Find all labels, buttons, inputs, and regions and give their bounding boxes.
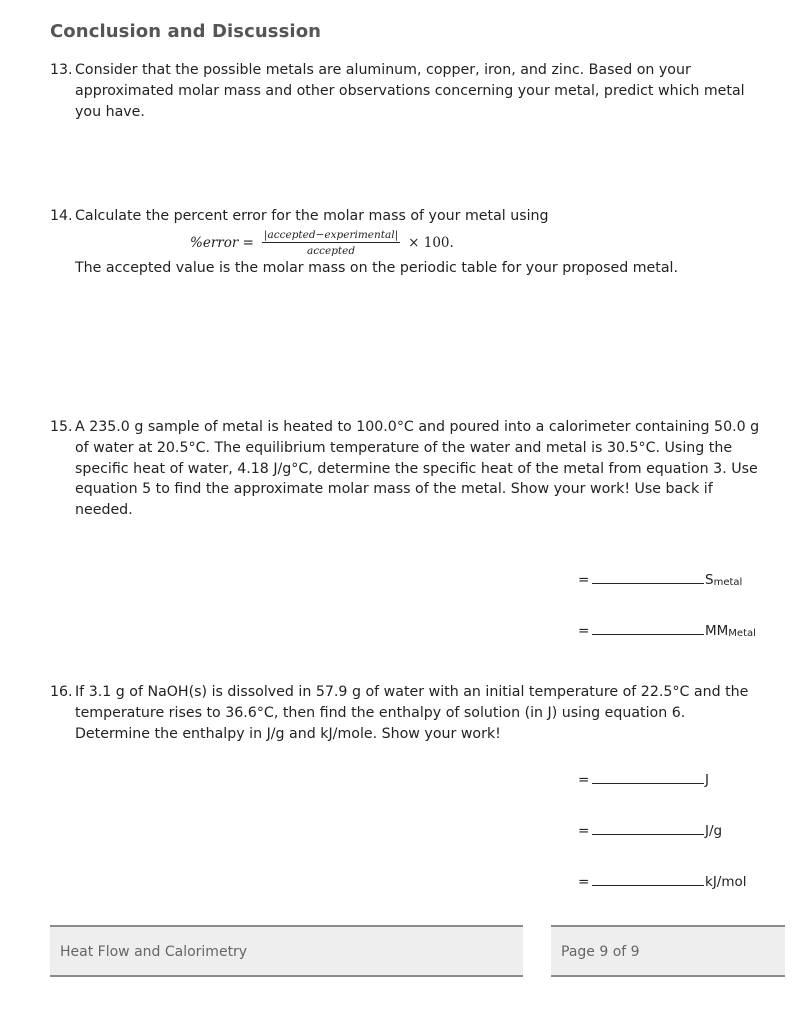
question-15 [50, 417, 762, 521]
footer-document-title: Heat Flow and Calorimetry [60, 944, 248, 960]
question-number: 16. [50, 684, 73, 700]
equals-sign: = [578, 623, 590, 639]
answer-line-joules-per-gram[interactable] [578, 820, 722, 839]
footer-left [50, 925, 523, 977]
formula-numerator: |accepted−experimental| [263, 229, 399, 241]
question-text: If 3.1 g of NaOH(s) is dissolved in 57.9 g of water with an initial temperature of 22.5°C and the temperature rises to 36.6°C, then find the enthalpy of solution (in J) using equation 6. Determine the enthalpy in J/g and kJ/mole. Show your work! [75, 684, 749, 742]
equals-sign: = [578, 772, 590, 788]
answer-unit: kJ/mol [705, 874, 747, 890]
equals-sign: = [578, 572, 590, 588]
answer-line-specific-heat[interactable] [578, 569, 742, 588]
answer-unit: MM [705, 623, 729, 639]
answer-unit: J [705, 772, 709, 788]
question-13 [50, 60, 762, 122]
answer-unit: J/g [705, 823, 723, 839]
percent-error-formula [190, 227, 454, 259]
question-text: The accepted value is the molar mass on the periodic table for your proposed metal. [75, 260, 678, 276]
formula-lhs: %error = [190, 235, 254, 251]
question-14 [50, 206, 762, 227]
answer-unit-subscript: Metal [728, 628, 756, 639]
equals-sign: = [578, 874, 590, 890]
footer-right [551, 925, 785, 977]
question-number: 15. [50, 419, 73, 435]
footer-page-number: Page 9 of 9 [561, 944, 640, 960]
question-text: A 235.0 g sample of metal is heated to 100.0°C and poured into a calorimeter containing 50.0 g of water at 20.5°C. The equilibrium temperature of the water and metal is 30.5°C. Using the specific heat of water, 4.18 J/g°C, determine the specific heat of the metal from equation 3. Use equation 5 to find the approximate molar mass of the metal. Show your work! Use back if needed. [75, 419, 760, 519]
question-16 [50, 682, 762, 744]
answer-line-joules[interactable] [578, 769, 709, 788]
section-title: Conclusion and Discussion [50, 21, 322, 42]
answer-line-kj-per-mol[interactable] [578, 871, 747, 890]
formula-fraction [262, 229, 400, 257]
equals-sign: = [578, 823, 590, 839]
question-text: Calculate the percent error for the molar mass of your metal using [75, 208, 549, 224]
question-14-note [50, 258, 762, 279]
question-text: Consider that the possible metals are aluminum, copper, iron, and zinc. Based on your approximated molar mass and other observations concerning your metal, predict which metal you have. [75, 62, 745, 120]
answer-unit-subscript: metal [713, 577, 743, 588]
answer-blank[interactable] [592, 820, 704, 835]
question-number: 13. [50, 62, 73, 78]
answer-unit: S [705, 572, 714, 588]
answer-blank[interactable] [592, 769, 704, 784]
question-number: 14. [50, 208, 73, 224]
answer-blank[interactable] [592, 871, 704, 886]
answer-blank[interactable] [592, 620, 704, 635]
answer-blank[interactable] [592, 569, 704, 584]
answer-line-molar-mass[interactable] [578, 620, 756, 639]
formula-tail: × 100. [408, 235, 454, 251]
formula-denominator: accepted [306, 245, 356, 257]
